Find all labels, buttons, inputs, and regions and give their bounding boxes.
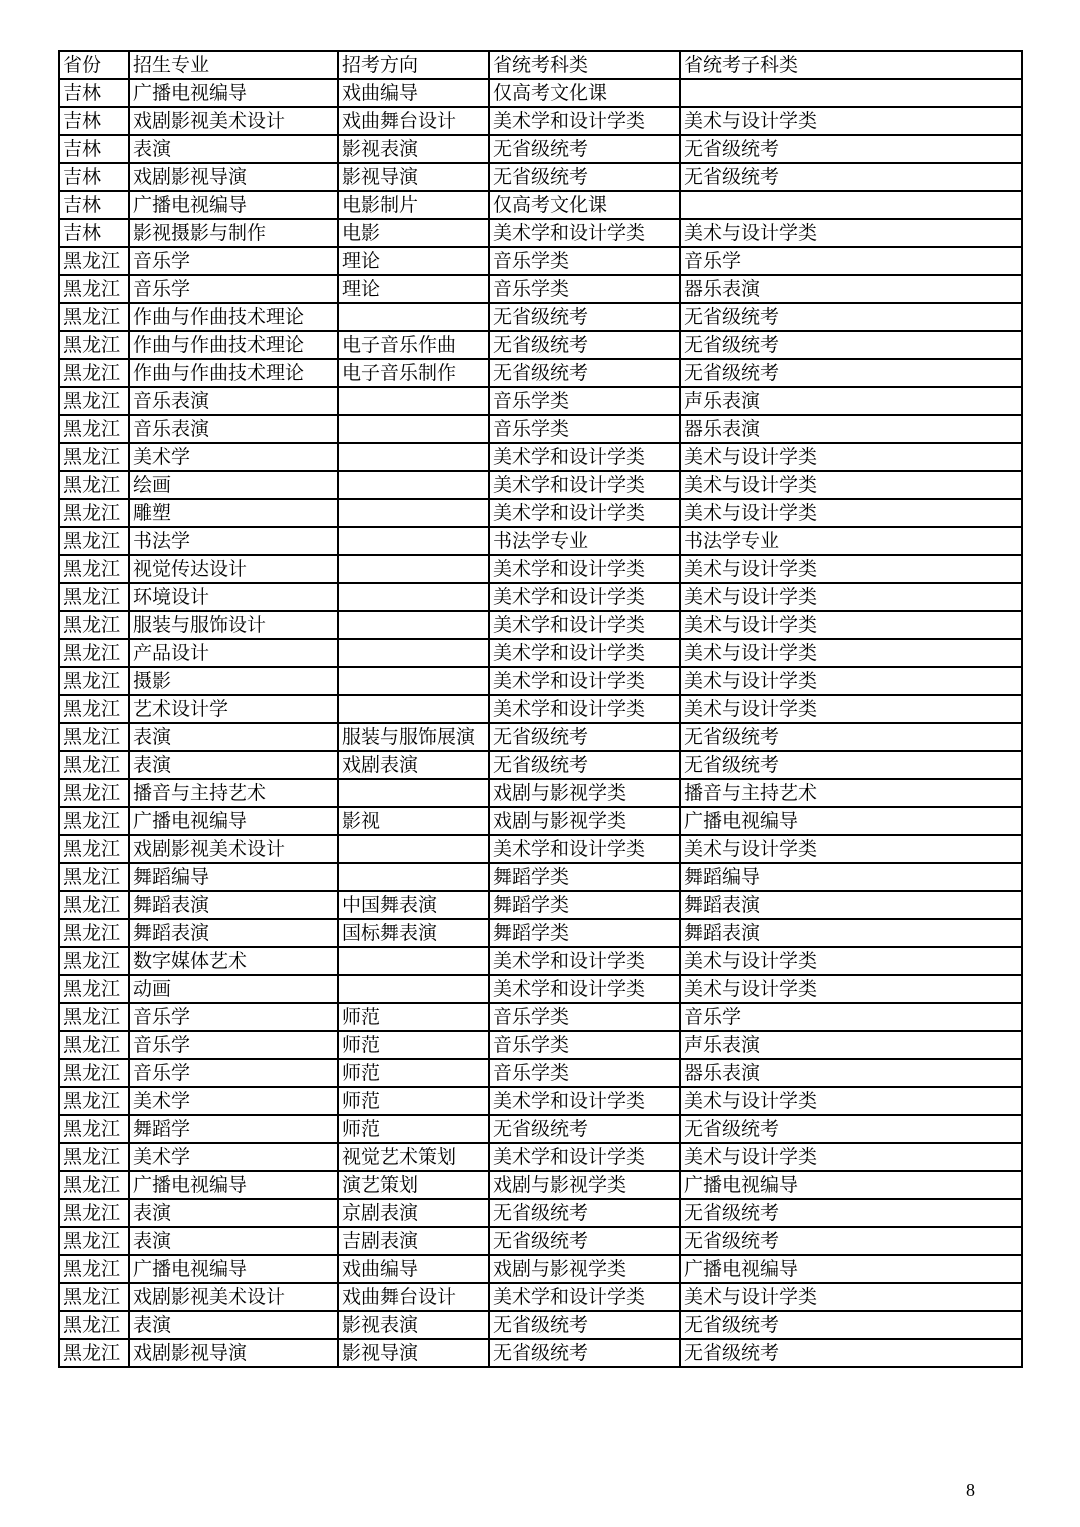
cell-major: 音乐学 <box>129 1059 338 1087</box>
table-row <box>59 247 1022 275</box>
cell-province: 黑龙江 <box>59 471 129 499</box>
cell-major: 戏剧影视导演 <box>129 1339 338 1367</box>
cell-exam-category: 美术学和设计学类 <box>489 667 680 695</box>
cell-exam-subcategory: 器乐表演 <box>680 1059 1022 1087</box>
table-row <box>59 555 1022 583</box>
cell-exam-category: 音乐学类 <box>489 275 680 303</box>
table-row <box>59 1255 1022 1283</box>
cell-exam-category: 音乐学类 <box>489 1059 680 1087</box>
table-row <box>59 1115 1022 1143</box>
table-row <box>59 639 1022 667</box>
enrollment-table <box>58 50 1023 1368</box>
cell-exam-subcategory: 美术与设计学类 <box>680 1143 1022 1171</box>
cell-direction: 电子音乐作曲 <box>338 331 489 359</box>
cell-major: 戏剧影视美术设计 <box>129 1283 338 1311</box>
cell-direction <box>338 947 489 975</box>
cell-exam-subcategory: 美术与设计学类 <box>680 639 1022 667</box>
cell-province: 黑龙江 <box>59 947 129 975</box>
cell-province: 黑龙江 <box>59 1199 129 1227</box>
cell-exam-subcategory: 播音与主持艺术 <box>680 779 1022 807</box>
cell-major: 戏剧影视导演 <box>129 163 338 191</box>
cell-province: 吉林 <box>59 219 129 247</box>
cell-province: 吉林 <box>59 79 129 107</box>
cell-province: 黑龙江 <box>59 331 129 359</box>
page-number: 8 <box>966 1480 975 1500</box>
cell-province: 黑龙江 <box>59 1227 129 1255</box>
table-body <box>59 51 1022 1367</box>
cell-major: 绘画 <box>129 471 338 499</box>
cell-major: 视觉传达设计 <box>129 555 338 583</box>
cell-exam-category: 美术学和设计学类 <box>489 1143 680 1171</box>
cell-major: 美术学 <box>129 1087 338 1115</box>
cell-major: 广播电视编导 <box>129 191 338 219</box>
cell-exam-category: 仅高考文化课 <box>489 79 680 107</box>
cell-exam-category: 无省级统考 <box>489 135 680 163</box>
cell-province: 黑龙江 <box>59 975 129 1003</box>
cell-province: 黑龙江 <box>59 387 129 415</box>
cell-direction <box>338 583 489 611</box>
cell-exam-subcategory: 无省级统考 <box>680 1199 1022 1227</box>
cell-province: 黑龙江 <box>59 1171 129 1199</box>
cell-exam-category: 音乐学类 <box>489 247 680 275</box>
table-row <box>59 1283 1022 1311</box>
cell-exam-subcategory: 无省级统考 <box>680 723 1022 751</box>
cell-exam-category: 美术学和设计学类 <box>489 1283 680 1311</box>
cell-major: 书法学 <box>129 527 338 555</box>
table-row <box>59 191 1022 219</box>
cell-province: 黑龙江 <box>59 779 129 807</box>
cell-exam-category: 无省级统考 <box>489 1339 680 1367</box>
cell-major: 表演 <box>129 1311 338 1339</box>
cell-major: 戏剧影视美术设计 <box>129 835 338 863</box>
cell-exam-subcategory: 无省级统考 <box>680 163 1022 191</box>
header-exam-category: 省统考科类 <box>489 51 680 79</box>
cell-direction: 师范 <box>338 1115 489 1143</box>
cell-exam-subcategory: 无省级统考 <box>680 359 1022 387</box>
cell-exam-subcategory: 美术与设计学类 <box>680 975 1022 1003</box>
cell-province: 黑龙江 <box>59 1003 129 1031</box>
cell-province: 黑龙江 <box>59 863 129 891</box>
cell-direction: 理论 <box>338 275 489 303</box>
table-row <box>59 443 1022 471</box>
cell-exam-subcategory: 美术与设计学类 <box>680 611 1022 639</box>
header-major: 招生专业 <box>129 51 338 79</box>
cell-major: 舞蹈学 <box>129 1115 338 1143</box>
cell-major: 表演 <box>129 751 338 779</box>
cell-exam-category: 美术学和设计学类 <box>489 835 680 863</box>
cell-exam-subcategory: 声乐表演 <box>680 1031 1022 1059</box>
cell-direction: 师范 <box>338 1031 489 1059</box>
table-row <box>59 1311 1022 1339</box>
table-row <box>59 219 1022 247</box>
cell-exam-category: 舞蹈学类 <box>489 891 680 919</box>
cell-direction <box>338 667 489 695</box>
cell-exam-category: 音乐学类 <box>489 387 680 415</box>
cell-exam-category: 音乐学类 <box>489 1003 680 1031</box>
cell-exam-category: 美术学和设计学类 <box>489 611 680 639</box>
cell-major: 舞蹈表演 <box>129 919 338 947</box>
cell-exam-category: 无省级统考 <box>489 163 680 191</box>
cell-province: 黑龙江 <box>59 1143 129 1171</box>
cell-province: 黑龙江 <box>59 443 129 471</box>
table-row <box>59 1143 1022 1171</box>
cell-direction <box>338 443 489 471</box>
cell-province: 黑龙江 <box>59 695 129 723</box>
cell-exam-subcategory: 无省级统考 <box>680 331 1022 359</box>
cell-province: 黑龙江 <box>59 1059 129 1087</box>
cell-major: 服装与服饰设计 <box>129 611 338 639</box>
cell-direction: 服装与服饰展演 <box>338 723 489 751</box>
cell-exam-category: 戏剧与影视学类 <box>489 1171 680 1199</box>
cell-direction: 戏曲舞台设计 <box>338 107 489 135</box>
cell-exam-subcategory: 美术与设计学类 <box>680 499 1022 527</box>
cell-exam-category: 美术学和设计学类 <box>489 443 680 471</box>
cell-province: 吉林 <box>59 135 129 163</box>
cell-exam-category: 无省级统考 <box>489 331 680 359</box>
cell-major: 美术学 <box>129 443 338 471</box>
cell-province: 黑龙江 <box>59 751 129 779</box>
table-row <box>59 1087 1022 1115</box>
cell-exam-category: 美术学和设计学类 <box>489 947 680 975</box>
cell-exam-category: 美术学和设计学类 <box>489 555 680 583</box>
cell-direction: 影视表演 <box>338 135 489 163</box>
cell-major: 作曲与作曲技术理论 <box>129 359 338 387</box>
cell-major: 舞蹈编导 <box>129 863 338 891</box>
cell-exam-subcategory: 无省级统考 <box>680 1115 1022 1143</box>
cell-direction: 戏曲舞台设计 <box>338 1283 489 1311</box>
cell-major: 戏剧影视美术设计 <box>129 107 338 135</box>
cell-province: 黑龙江 <box>59 1339 129 1367</box>
cell-direction <box>338 387 489 415</box>
cell-direction: 理论 <box>338 247 489 275</box>
cell-exam-category: 无省级统考 <box>489 1311 680 1339</box>
cell-province: 黑龙江 <box>59 723 129 751</box>
cell-major: 表演 <box>129 1227 338 1255</box>
cell-direction <box>338 779 489 807</box>
table-row <box>59 583 1022 611</box>
cell-exam-category: 戏剧与影视学类 <box>489 779 680 807</box>
cell-province: 黑龙江 <box>59 527 129 555</box>
cell-exam-subcategory: 无省级统考 <box>680 303 1022 331</box>
cell-exam-subcategory: 舞蹈表演 <box>680 919 1022 947</box>
table-row <box>59 667 1022 695</box>
cell-direction <box>338 695 489 723</box>
cell-exam-category: 戏剧与影视学类 <box>489 807 680 835</box>
cell-major: 艺术设计学 <box>129 695 338 723</box>
cell-exam-subcategory: 广播电视编导 <box>680 807 1022 835</box>
cell-exam-subcategory: 美术与设计学类 <box>680 443 1022 471</box>
table-row <box>59 1227 1022 1255</box>
cell-major: 动画 <box>129 975 338 1003</box>
table-row <box>59 1031 1022 1059</box>
cell-exam-subcategory: 音乐学 <box>680 1003 1022 1031</box>
cell-exam-subcategory: 美术与设计学类 <box>680 667 1022 695</box>
header-exam-subcategory: 省统考子科类 <box>680 51 1022 79</box>
cell-direction: 师范 <box>338 1059 489 1087</box>
table-row <box>59 975 1022 1003</box>
cell-direction <box>338 527 489 555</box>
cell-major: 音乐学 <box>129 275 338 303</box>
cell-direction <box>338 499 489 527</box>
cell-major: 表演 <box>129 1199 338 1227</box>
cell-exam-subcategory: 美术与设计学类 <box>680 219 1022 247</box>
cell-province: 黑龙江 <box>59 1031 129 1059</box>
cell-direction <box>338 863 489 891</box>
cell-province: 吉林 <box>59 163 129 191</box>
cell-province: 黑龙江 <box>59 247 129 275</box>
cell-exam-subcategory: 美术与设计学类 <box>680 835 1022 863</box>
cell-province: 黑龙江 <box>59 1087 129 1115</box>
cell-exam-category: 美术学和设计学类 <box>489 107 680 135</box>
cell-province: 黑龙江 <box>59 1283 129 1311</box>
cell-major: 广播电视编导 <box>129 1171 338 1199</box>
cell-province: 黑龙江 <box>59 835 129 863</box>
cell-exam-subcategory <box>680 79 1022 107</box>
cell-direction <box>338 471 489 499</box>
cell-direction: 影视表演 <box>338 1311 489 1339</box>
cell-exam-category: 戏剧与影视学类 <box>489 1255 680 1283</box>
cell-direction <box>338 555 489 583</box>
cell-province: 黑龙江 <box>59 639 129 667</box>
cell-exam-subcategory: 舞蹈表演 <box>680 891 1022 919</box>
table-row <box>59 723 1022 751</box>
table-row <box>59 835 1022 863</box>
cell-direction: 戏曲编导 <box>338 1255 489 1283</box>
cell-exam-subcategory: 美术与设计学类 <box>680 471 1022 499</box>
table-row <box>59 611 1022 639</box>
table-row <box>59 947 1022 975</box>
table-row <box>59 891 1022 919</box>
header-province: 省份 <box>59 51 129 79</box>
cell-province: 黑龙江 <box>59 919 129 947</box>
cell-major: 广播电视编导 <box>129 1255 338 1283</box>
cell-direction: 视觉艺术策划 <box>338 1143 489 1171</box>
table-row <box>59 79 1022 107</box>
cell-exam-category: 美术学和设计学类 <box>489 471 680 499</box>
cell-province: 黑龙江 <box>59 611 129 639</box>
cell-exam-category: 音乐学类 <box>489 1031 680 1059</box>
cell-major: 影视摄影与制作 <box>129 219 338 247</box>
cell-direction <box>338 639 489 667</box>
cell-exam-subcategory: 美术与设计学类 <box>680 555 1022 583</box>
cell-province: 黑龙江 <box>59 275 129 303</box>
table-row <box>59 107 1022 135</box>
cell-direction: 影视 <box>338 807 489 835</box>
cell-exam-subcategory: 美术与设计学类 <box>680 947 1022 975</box>
cell-exam-subcategory: 广播电视编导 <box>680 1171 1022 1199</box>
cell-direction: 影视导演 <box>338 163 489 191</box>
table-row <box>59 751 1022 779</box>
cell-direction: 京剧表演 <box>338 1199 489 1227</box>
cell-province: 黑龙江 <box>59 583 129 611</box>
table-row <box>59 471 1022 499</box>
cell-exam-subcategory: 无省级统考 <box>680 1339 1022 1367</box>
cell-exam-subcategory: 器乐表演 <box>680 415 1022 443</box>
cell-major: 数字媒体艺术 <box>129 947 338 975</box>
cell-direction: 演艺策划 <box>338 1171 489 1199</box>
cell-direction: 中国舞表演 <box>338 891 489 919</box>
cell-exam-category: 书法学专业 <box>489 527 680 555</box>
cell-province: 吉林 <box>59 107 129 135</box>
cell-direction: 师范 <box>338 1003 489 1031</box>
cell-major: 播音与主持艺术 <box>129 779 338 807</box>
cell-exam-subcategory: 广播电视编导 <box>680 1255 1022 1283</box>
cell-exam-category: 美术学和设计学类 <box>489 499 680 527</box>
table-row <box>59 807 1022 835</box>
cell-major: 舞蹈表演 <box>129 891 338 919</box>
cell-exam-subcategory: 声乐表演 <box>680 387 1022 415</box>
table-row <box>59 135 1022 163</box>
cell-exam-subcategory: 无省级统考 <box>680 1227 1022 1255</box>
cell-direction: 电影 <box>338 219 489 247</box>
table-row <box>59 303 1022 331</box>
cell-major: 作曲与作曲技术理论 <box>129 331 338 359</box>
cell-exam-category: 仅高考文化课 <box>489 191 680 219</box>
cell-major: 音乐学 <box>129 247 338 275</box>
cell-province: 吉林 <box>59 191 129 219</box>
cell-exam-category: 无省级统考 <box>489 359 680 387</box>
table-row <box>59 387 1022 415</box>
cell-exam-category: 无省级统考 <box>489 723 680 751</box>
table-row <box>59 863 1022 891</box>
cell-exam-category: 美术学和设计学类 <box>489 975 680 1003</box>
cell-major: 广播电视编导 <box>129 807 338 835</box>
cell-exam-subcategory: 美术与设计学类 <box>680 1087 1022 1115</box>
cell-direction <box>338 835 489 863</box>
cell-direction: 影视导演 <box>338 1339 489 1367</box>
cell-exam-category: 舞蹈学类 <box>489 919 680 947</box>
cell-exam-subcategory: 无省级统考 <box>680 135 1022 163</box>
cell-province: 黑龙江 <box>59 1311 129 1339</box>
cell-exam-subcategory: 器乐表演 <box>680 275 1022 303</box>
cell-direction: 戏剧表演 <box>338 751 489 779</box>
cell-exam-subcategory: 美术与设计学类 <box>680 583 1022 611</box>
cell-province: 黑龙江 <box>59 555 129 583</box>
cell-major: 环境设计 <box>129 583 338 611</box>
cell-province: 黑龙江 <box>59 891 129 919</box>
table-row <box>59 499 1022 527</box>
cell-direction <box>338 975 489 1003</box>
cell-exam-category: 美术学和设计学类 <box>489 639 680 667</box>
cell-exam-category: 舞蹈学类 <box>489 863 680 891</box>
cell-direction: 师范 <box>338 1087 489 1115</box>
cell-exam-subcategory: 无省级统考 <box>680 751 1022 779</box>
table-row <box>59 331 1022 359</box>
cell-major: 音乐表演 <box>129 387 338 415</box>
cell-exam-category: 美术学和设计学类 <box>489 583 680 611</box>
cell-exam-category: 无省级统考 <box>489 1199 680 1227</box>
cell-major: 表演 <box>129 135 338 163</box>
cell-exam-category: 无省级统考 <box>489 1115 680 1143</box>
cell-exam-subcategory: 无省级统考 <box>680 1311 1022 1339</box>
cell-direction <box>338 611 489 639</box>
cell-province: 黑龙江 <box>59 499 129 527</box>
table-row <box>59 275 1022 303</box>
table-header-row <box>59 51 1022 79</box>
cell-exam-category: 美术学和设计学类 <box>489 219 680 247</box>
cell-major: 摄影 <box>129 667 338 695</box>
cell-exam-category: 无省级统考 <box>489 751 680 779</box>
cell-exam-subcategory: 音乐学 <box>680 247 1022 275</box>
cell-direction <box>338 303 489 331</box>
cell-direction: 电影制片 <box>338 191 489 219</box>
cell-province: 黑龙江 <box>59 807 129 835</box>
cell-direction: 国标舞表演 <box>338 919 489 947</box>
cell-exam-subcategory: 美术与设计学类 <box>680 107 1022 135</box>
cell-exam-category: 无省级统考 <box>489 303 680 331</box>
cell-direction: 戏曲编导 <box>338 79 489 107</box>
cell-exam-subcategory: 美术与设计学类 <box>680 1283 1022 1311</box>
cell-province: 黑龙江 <box>59 303 129 331</box>
cell-exam-subcategory: 舞蹈编导 <box>680 863 1022 891</box>
table-row <box>59 1199 1022 1227</box>
cell-province: 黑龙江 <box>59 1115 129 1143</box>
table-row <box>59 1059 1022 1087</box>
cell-province: 黑龙江 <box>59 667 129 695</box>
table-row <box>59 415 1022 443</box>
cell-exam-category: 美术学和设计学类 <box>489 695 680 723</box>
cell-exam-subcategory: 书法学专业 <box>680 527 1022 555</box>
cell-major: 美术学 <box>129 1143 338 1171</box>
cell-exam-subcategory: 美术与设计学类 <box>680 695 1022 723</box>
cell-exam-category: 美术学和设计学类 <box>489 1087 680 1115</box>
table-row <box>59 779 1022 807</box>
table-row <box>59 919 1022 947</box>
table-row <box>59 359 1022 387</box>
cell-direction <box>338 415 489 443</box>
cell-exam-subcategory <box>680 191 1022 219</box>
table-row <box>59 163 1022 191</box>
table-row <box>59 1003 1022 1031</box>
cell-major: 音乐表演 <box>129 415 338 443</box>
table-row <box>59 1339 1022 1367</box>
cell-province: 黑龙江 <box>59 415 129 443</box>
cell-direction: 吉剧表演 <box>338 1227 489 1255</box>
cell-exam-category: 无省级统考 <box>489 1227 680 1255</box>
table-row <box>59 695 1022 723</box>
table-row <box>59 527 1022 555</box>
cell-major: 作曲与作曲技术理论 <box>129 303 338 331</box>
cell-major: 音乐学 <box>129 1031 338 1059</box>
cell-province: 黑龙江 <box>59 359 129 387</box>
cell-exam-category: 音乐学类 <box>489 415 680 443</box>
cell-direction: 电子音乐制作 <box>338 359 489 387</box>
cell-major: 广播电视编导 <box>129 79 338 107</box>
cell-major: 表演 <box>129 723 338 751</box>
cell-major: 雕塑 <box>129 499 338 527</box>
cell-province: 黑龙江 <box>59 1255 129 1283</box>
cell-major: 产品设计 <box>129 639 338 667</box>
header-direction: 招考方向 <box>338 51 489 79</box>
table-row <box>59 1171 1022 1199</box>
cell-major: 音乐学 <box>129 1003 338 1031</box>
